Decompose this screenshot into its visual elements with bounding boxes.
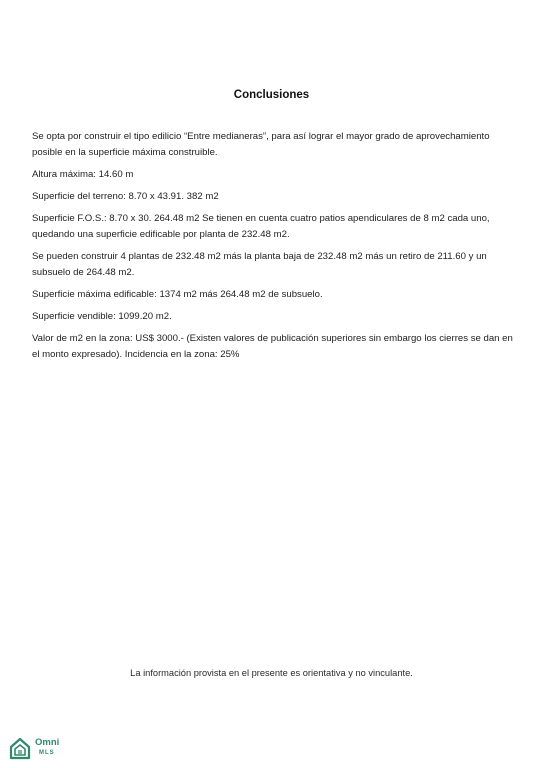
disclaimer-note: La información provista en el presente es orientativa y no vinculante. bbox=[130, 668, 413, 678]
logo-name: Omni bbox=[35, 737, 60, 748]
document-body bbox=[32, 129, 517, 369]
page-title: Conclusiones bbox=[233, 89, 310, 101]
paragraph-fos-area: Superficie F.O.S.: 8.70 x 30. 264.48 m2 Se tienen en cuenta cuatro patios apendiculares de 8 m2 cada uno, quedando una superficie edificable por planta de 232.48 m2. bbox=[32, 213, 490, 240]
paragraph-max-height: Altura máxima: 14.60 m bbox=[32, 169, 134, 180]
paragraph-floors: Se pueden construir 4 plantas de 232.48 m2 más la planta baja de 232.48 m2 más un retiro de 211.60 y un subsuelo de 264.48 m2. bbox=[32, 251, 487, 278]
paragraph-max-buildable: Superficie máxima edificable: 1374 m2 más 264.48 m2 de subsuelo. bbox=[32, 289, 323, 300]
omni-mls-logo bbox=[8, 736, 59, 760]
paragraph-zone-value: Valor de m2 en la zona: US$ 3000.- (Existen valores de publicación superiores sin embargo los cierres se dan en el monto expresado). Incidencia en la zona: 25% bbox=[32, 333, 513, 360]
logo-wordmark bbox=[35, 738, 59, 758]
paragraph-sellable-area: Superficie vendible: 1099.20 m2. bbox=[32, 311, 172, 322]
paragraph-land-area: Superficie del terreno: 8.70 x 43.91. 382 m2 bbox=[32, 191, 219, 202]
house-logo-icon bbox=[8, 736, 32, 760]
paragraph-building-type: Se opta por construir el tipo edilicio “Entre medianeras”, para así lograr el mayor grado de aprovechamiento posible en la superficie máxima construible. bbox=[32, 131, 490, 158]
logo-subtitle: MLS bbox=[39, 750, 55, 756]
